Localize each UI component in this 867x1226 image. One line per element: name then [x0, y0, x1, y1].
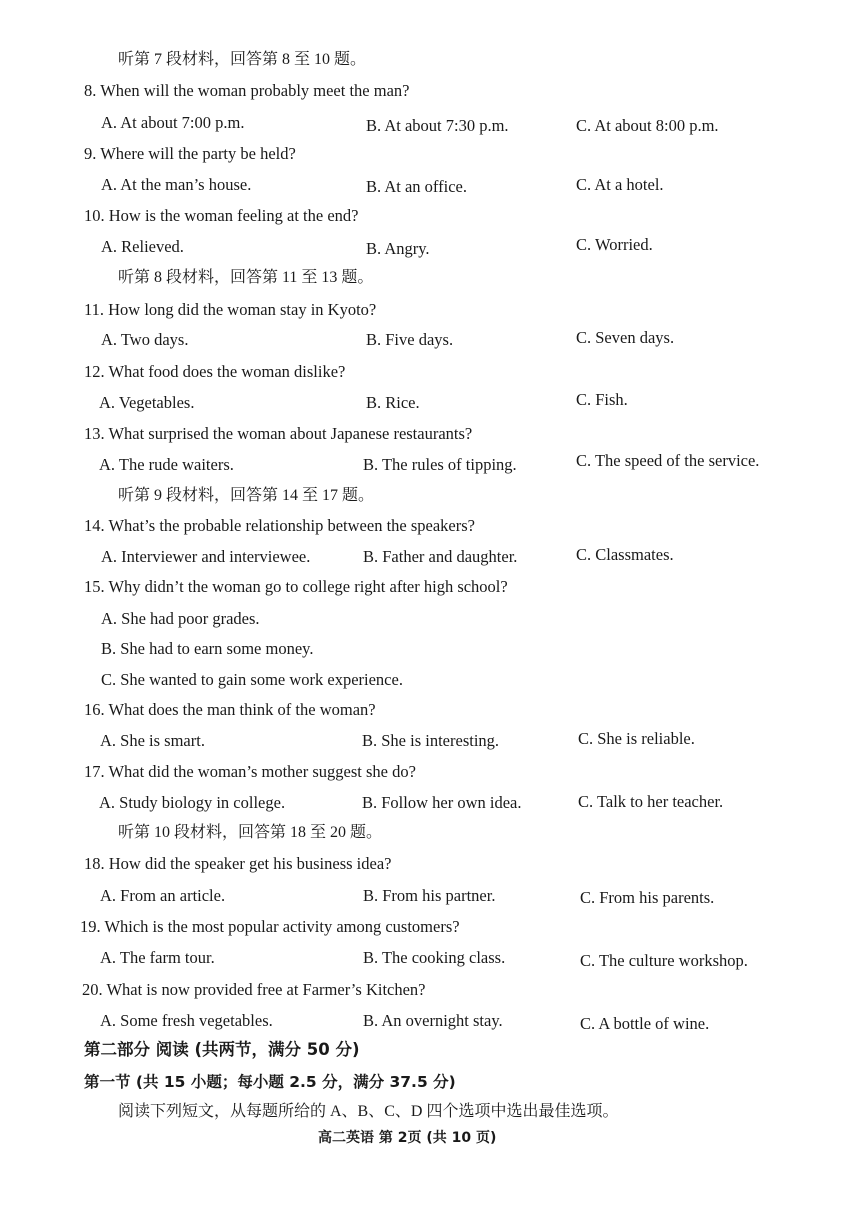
- q8-option-b: B. At about 7:30 p.m.: [366, 116, 509, 135]
- q8-option-c: C. At about 8:00 p.m.: [576, 116, 719, 135]
- question-12: 12. What food does the woman dislike?: [84, 362, 346, 381]
- q13-option-c: C. The speed of the service.: [576, 451, 760, 470]
- q14-option-b: B. Father and daughter.: [363, 547, 518, 566]
- q16-option-c: C. She is reliable.: [578, 729, 695, 748]
- q8-option-a: A. At about 7:00 p.m.: [101, 113, 245, 132]
- q19-option-a: A. The farm tour.: [100, 948, 215, 967]
- q20-option-c: C. A bottle of wine.: [580, 1014, 710, 1033]
- page-footer: 高二英语 第 2页 (共 10 页): [318, 1130, 497, 1146]
- q9-option-a: A. At the man’s house.: [101, 175, 252, 194]
- section-heading-7: 听第 7 段材料，回答第 8 至 10 题。: [118, 51, 367, 68]
- q12-option-c: C. Fish.: [576, 390, 628, 409]
- question-20: 20. What is now provided free at Farmer’s Kitchen?: [82, 980, 426, 999]
- q19-option-b: B. The cooking class.: [363, 948, 506, 967]
- q17-option-b: B. Follow her own idea.: [362, 793, 522, 812]
- section-heading-8: 听第 8 段材料，回答第 11 至 13 题。: [118, 269, 374, 286]
- q12-option-b: B. Rice.: [366, 393, 420, 412]
- q18-option-a: A. From an article.: [100, 886, 226, 905]
- q13-option-b: B. The rules of tipping.: [363, 455, 517, 474]
- question-18: 18. How did the speaker get his business idea?: [84, 854, 392, 873]
- q9-option-b: B. At an office.: [366, 177, 467, 196]
- question-19: 19. Which is the most popular activity among customers?: [80, 917, 460, 936]
- question-14: 14. What’s the probable relationship between the speakers?: [84, 516, 475, 535]
- q18-option-b: B. From his partner.: [363, 886, 496, 905]
- q16-option-b: B. She is interesting.: [362, 731, 500, 750]
- section-heading-10: 听第 10 段材料，回答第 18 至 20 题。: [118, 824, 383, 841]
- question-8: 8. When will the woman probably meet the man?: [84, 81, 410, 100]
- q14-option-c: C. Classmates.: [576, 545, 674, 564]
- part2-title: 第二部分 阅读 (共两节，满分 50 分): [84, 1040, 360, 1059]
- q17-option-a: A. Study biology in college.: [99, 793, 286, 812]
- q14-option-a: A. Interviewer and interviewee.: [101, 547, 311, 566]
- question-17: 17. What did the woman’s mother suggest she do?: [84, 762, 416, 781]
- q16-option-a: A. She is smart.: [100, 731, 205, 750]
- q13-option-a: A. The rude waiters.: [99, 455, 234, 474]
- question-11: 11. How long did the woman stay in Kyoto?: [84, 300, 377, 319]
- q20-option-b: B. An overnight stay.: [363, 1011, 503, 1030]
- section-heading-9: 听第 9 段材料，回答第 14 至 17 题。: [118, 487, 375, 504]
- q9-option-c: C. At a hotel.: [576, 175, 664, 194]
- q19-option-c: C. The culture workshop.: [580, 951, 748, 970]
- part2-instruction: 阅读下列短文，从每题所给的 A、B、C、D 四个选项中选出最佳选项。: [118, 1103, 619, 1120]
- q20-option-a: A. Some fresh vegetables.: [100, 1011, 273, 1030]
- question-16: 16. What does the man think of the woman?: [84, 700, 376, 719]
- question-13: 13. What surprised the woman about Japanese restaurants?: [84, 424, 473, 443]
- q11-option-b: B. Five days.: [366, 330, 454, 349]
- q15-option-a: A. She had poor grades.: [101, 609, 260, 628]
- question-15: 15. Why didn’t the woman go to college right after high school?: [84, 577, 508, 596]
- q10-option-b: B. Angry.: [366, 239, 430, 258]
- question-9: 9. Where will the party be held?: [84, 144, 296, 163]
- part2-section1-title: 第一节 (共 15 小题；每小题 2.5 分，满分 37.5 分): [84, 1073, 456, 1091]
- q10-option-a: A. Relieved.: [101, 237, 184, 256]
- q11-option-c: C. Seven days.: [576, 328, 675, 347]
- q18-option-c: C. From his parents.: [580, 888, 715, 907]
- q12-option-a: A. Vegetables.: [99, 393, 195, 412]
- q17-option-c: C. Talk to her teacher.: [578, 792, 724, 811]
- question-10: 10. How is the woman feeling at the end?: [84, 206, 359, 225]
- q15-option-c: C. She wanted to gain some work experience.: [101, 670, 403, 689]
- q10-option-c: C. Worried.: [576, 235, 653, 254]
- q15-option-b: B. She had to earn some money.: [101, 639, 314, 658]
- q11-option-a: A. Two days.: [101, 330, 189, 349]
